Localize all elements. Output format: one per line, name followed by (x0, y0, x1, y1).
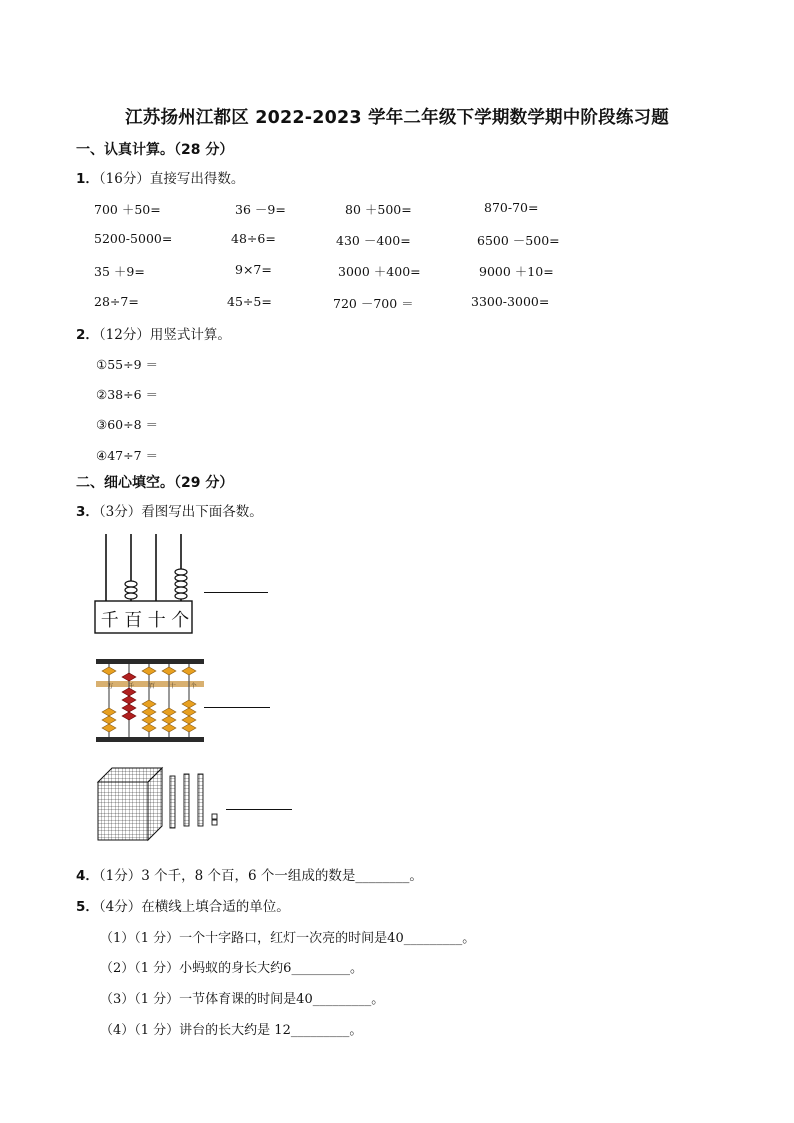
vertical-item-2: ②38÷6 ＝ (96, 387, 159, 402)
question-3 (76, 500, 263, 520)
calc-r3-c2: 720 －700 ＝ (333, 296, 414, 311)
vertical-item-1: ①55÷9 ＝ (96, 357, 159, 372)
page-title: 江苏扬州江都区 2022-2023 学年二年级下学期数学期中阶段练习题 (125, 108, 669, 128)
upper-bead-red (122, 673, 136, 681)
answer-line-2[interactable] (204, 707, 270, 708)
one-units (212, 814, 217, 825)
calc-r2-c2: 3000 ＋400= (338, 264, 421, 279)
question-5-text: （4分）在横线上填合适的单位。 (98, 899, 290, 915)
calc-r0-c1: 36 －9= (235, 202, 286, 217)
bead-label-thousands: 千 (128, 683, 135, 690)
vertical-item-3: ③60÷8 ＝ (96, 417, 159, 432)
calc-r3-c3: 3300-3000= (471, 294, 550, 309)
question-1 (76, 167, 244, 187)
calc-r2-c0: 35 ＋9= (94, 264, 145, 279)
base-ten-blocks-figure (94, 764, 229, 844)
calc-r1-c0: 5200-5000= (94, 231, 173, 246)
bead-abacus-place-labels (100, 681, 204, 690)
place-label-hundreds: 百 (124, 610, 143, 631)
question-5-item-2: （2）（1 分）小蚂蚁的身长大约6_________。 (100, 961, 363, 976)
question-5-item-1: （1）（1 分）一个十字路口，红灯一次亮的时间是40_________。 (100, 931, 476, 946)
answer-line-1[interactable] (204, 592, 268, 593)
answer-line-3[interactable] (226, 809, 292, 810)
question-3-number: 3． (76, 504, 99, 520)
question-4-text: （1分）3 个千，8 个百，6 个一组成的数是________。 (98, 868, 423, 884)
rod-abacus-place-labels (98, 606, 192, 632)
question-5-number: 5． (76, 899, 99, 915)
bead-abacus-figure (96, 658, 206, 744)
place-label-ones: 个 (171, 610, 190, 631)
question-5-item-3: （3）（1 分）一节体育课的时间是40_________。 (100, 992, 385, 1007)
calc-r0-c0: 700 ＋50= (94, 202, 161, 217)
question-4 (76, 864, 423, 884)
thousand-cube (98, 768, 162, 840)
upper-beads (102, 667, 196, 675)
section-1-heading: 一、认真计算。（28 分） (76, 142, 234, 158)
question-5 (76, 895, 290, 915)
calc-r2-c3: 9000 ＋10= (479, 264, 554, 279)
question-2-text: （12分）用竖式计算。 (98, 327, 231, 343)
vertical-item-4: ④47÷7 ＝ (96, 448, 159, 463)
question-2-number: 2． (76, 327, 99, 343)
calc-r3-c0: 28÷7= (94, 294, 139, 309)
place-label-tens: 十 (147, 610, 166, 631)
question-2 (76, 323, 231, 343)
question-5-item-4: （4）（1 分）讲台的长大约是 12_________。 (100, 1023, 363, 1038)
bead-label-hundreds: 百 (148, 683, 155, 690)
ten-rods (170, 774, 203, 828)
calc-r1-c1: 48÷6= (231, 231, 276, 246)
question-1-text: （16分）直接写出得数。 (98, 171, 245, 187)
bead-label-ones: 个 (190, 683, 197, 690)
bead-label-tens: 十 (169, 683, 176, 690)
question-3-text: （3分）看图写出下面各数。 (98, 504, 263, 520)
place-label-thousands: 千 (100, 610, 119, 631)
section-2-heading: 二、细心填空。（29 分） (76, 475, 234, 491)
calc-r0-c3: 870-70= (484, 200, 539, 215)
lower-beads (102, 700, 196, 732)
question-1-number: 1． (76, 171, 99, 187)
question-4-number: 4． (76, 868, 99, 884)
bead-label-ten-thousands: 万 (107, 683, 114, 690)
calc-r1-c2: 430 －400= (336, 233, 411, 248)
calc-r1-c3: 6500 －500= (477, 233, 560, 248)
calc-r2-c1: 9×7= (235, 262, 272, 277)
lower-beads-red (122, 688, 136, 720)
calc-r0-c2: 80 ＋500= (345, 202, 412, 217)
calc-r3-c1: 45÷5= (227, 294, 272, 309)
